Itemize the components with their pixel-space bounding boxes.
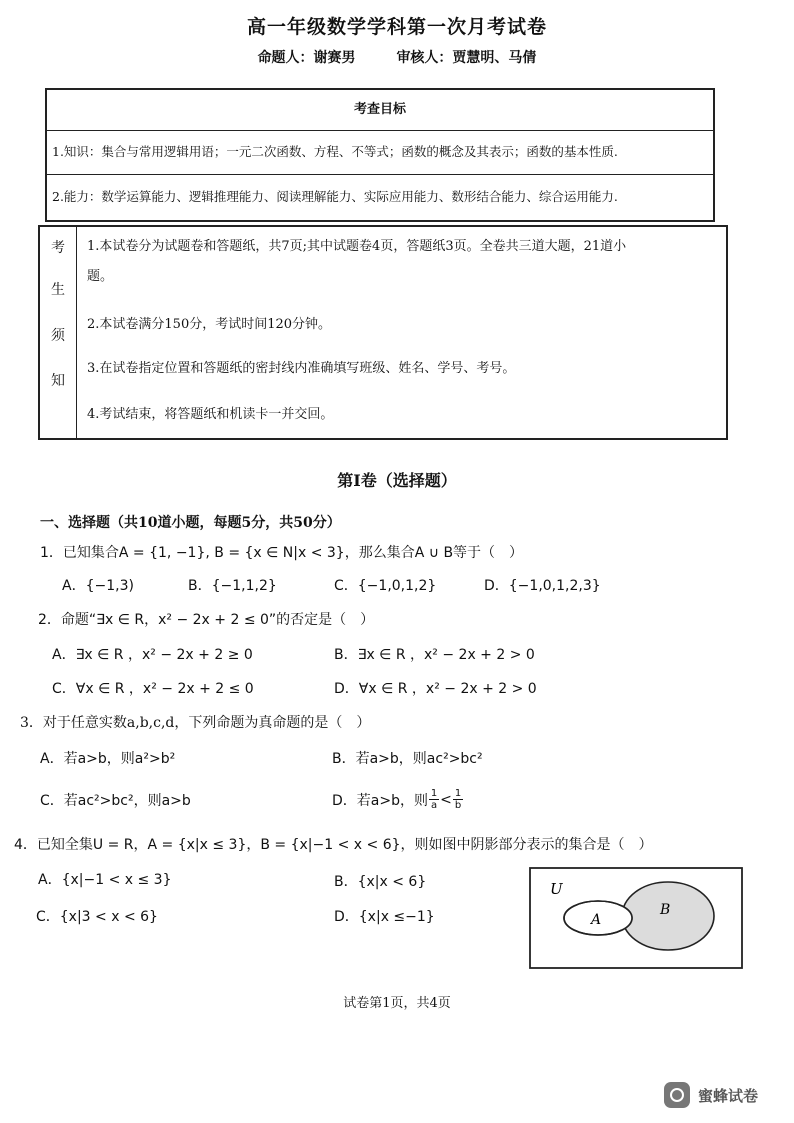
- reviewer: 审核人：贾慧明、马倩: [396, 50, 537, 66]
- notice-item-1: 1.本试卷分为试题卷和答题纸，共7页;其中试题卷4页，答题纸3页。全卷共三道大题，21道小: [87, 239, 627, 254]
- q4-option-a: A．{x|−1 < x ≤ 3}: [38, 872, 172, 888]
- goals-ability-row: [47, 174, 713, 220]
- notice-char: 须: [51, 328, 65, 344]
- notice-char: 考: [51, 240, 65, 256]
- goals-heading-row: [47, 90, 713, 131]
- goals-knowledge: 1.知识：集合与常用逻辑用语；一元二次函数、方程、不等式；函数的概念及其表示；函数的基本性质.: [52, 144, 618, 159]
- q3-d-frac1-num: 1: [430, 788, 438, 799]
- q3-option-a: A．若a>b，则a²>b²: [40, 751, 176, 767]
- q3-stem: 3．对于任意实数a,b,c,d，下列命题为真命题的是（ ）: [20, 715, 371, 731]
- goals-table: [45, 88, 715, 222]
- notice-item-3: 3.在试卷指定位置和答题纸的密封线内准确填写班级、姓名、学号、考号。: [87, 361, 516, 376]
- q3-d-relation: <: [440, 791, 452, 808]
- notice-item-1-cont: 题。: [87, 269, 114, 284]
- setter: 命题人：谢赛男: [257, 50, 356, 66]
- q3-option-d: [332, 788, 464, 811]
- venn-label-b: B: [660, 902, 671, 918]
- q1-option-c: C．{−1,0,1,2}: [334, 578, 437, 594]
- q2-option-c: C．∀x ∈ R ，x² − 2x + 2 ≤ 0: [52, 681, 254, 697]
- venn-label-a: A: [591, 912, 602, 928]
- notice-table: [38, 225, 728, 440]
- goals-knowledge-row: [47, 130, 713, 175]
- notice-char: 生: [51, 282, 65, 298]
- q3-option-c: C．若ac²>bc²，则a>b: [40, 793, 191, 809]
- part1-heading: 一、选择题（共10道小题，每题5分，共50分）: [40, 515, 341, 531]
- q3-d-fraction-1: [429, 788, 439, 811]
- watermark-text: 蜜蜂试卷: [698, 1087, 759, 1105]
- q3-d-frac2-den: b: [454, 800, 462, 811]
- q2-option-b: B．∃x ∈ R ，x² − 2x + 2 > 0: [334, 647, 535, 663]
- page-footer: 试卷第1页，共4页: [343, 996, 451, 1011]
- goals-heading: 考查目标: [353, 102, 406, 117]
- q3-d-prefix: D．若a>b，则: [332, 792, 428, 809]
- watermark-logo-icon: [664, 1082, 690, 1108]
- notice-item-4: 4.考试结束，将答题纸和机读卡一并交回。: [87, 407, 334, 422]
- watermark: [664, 1082, 774, 1110]
- q4-option-c: C．{x|3 < x < 6}: [36, 909, 158, 925]
- q2-option-a: A．∃x ∈ R ，x² − 2x + 2 ≥ 0: [52, 647, 253, 663]
- goals-ability: 2.能力：数学运算能力、逻辑推理能力、阅读理解能力、实际应用能力、数形结合能力、综合运用能力.: [52, 189, 618, 204]
- q3-option-b: B．若a>b，则ac²>bc²: [332, 751, 483, 767]
- notice-side-label: [40, 227, 77, 438]
- q1-option-d: D．{−1,0,1,2,3}: [484, 578, 601, 594]
- q3-d-frac1-den: a: [430, 800, 438, 811]
- venn-diagram: [528, 866, 744, 971]
- q4-stem: 4．已知全集U = R，A = {x|x ≤ 3}，B = {x|−1 < x < 6}，则如图中阴影部分表示的集合是（ ）: [14, 837, 653, 853]
- q2-option-d: D．∀x ∈ R ，x² − 2x + 2 > 0: [334, 681, 537, 697]
- venn-label-u: U: [550, 880, 563, 898]
- authors-line: [0, 47, 794, 67]
- notice-item-2: 2.本试卷满分150分，考试时间120分钟。: [87, 317, 332, 332]
- q2-stem: 2．命题“∃x ∈ R，x² − 2x + 2 ≤ 0”的否定是（ ）: [38, 612, 375, 628]
- q1-stem: 1．已知集合A = {1, −1}, B = {x ∈ N|x < 3}，那么集合A ∪ B等于（ ）: [40, 545, 524, 561]
- q3-d-frac2-num: 1: [454, 788, 462, 799]
- section-title: 第Ⅰ卷（选择题）: [337, 471, 457, 490]
- q1-option-b: B．{−1,1,2}: [188, 578, 277, 594]
- q4-option-d: D．{x|x ≤−1}: [334, 909, 435, 925]
- notice-char: 知: [51, 373, 65, 389]
- q1-option-a: A．{−1,3): [62, 578, 134, 594]
- q3-d-fraction-2: [453, 788, 463, 811]
- exam-title: 高一年级数学学科第一次月考试卷: [246, 16, 547, 38]
- q4-option-b: B．{x|x < 6}: [334, 874, 427, 890]
